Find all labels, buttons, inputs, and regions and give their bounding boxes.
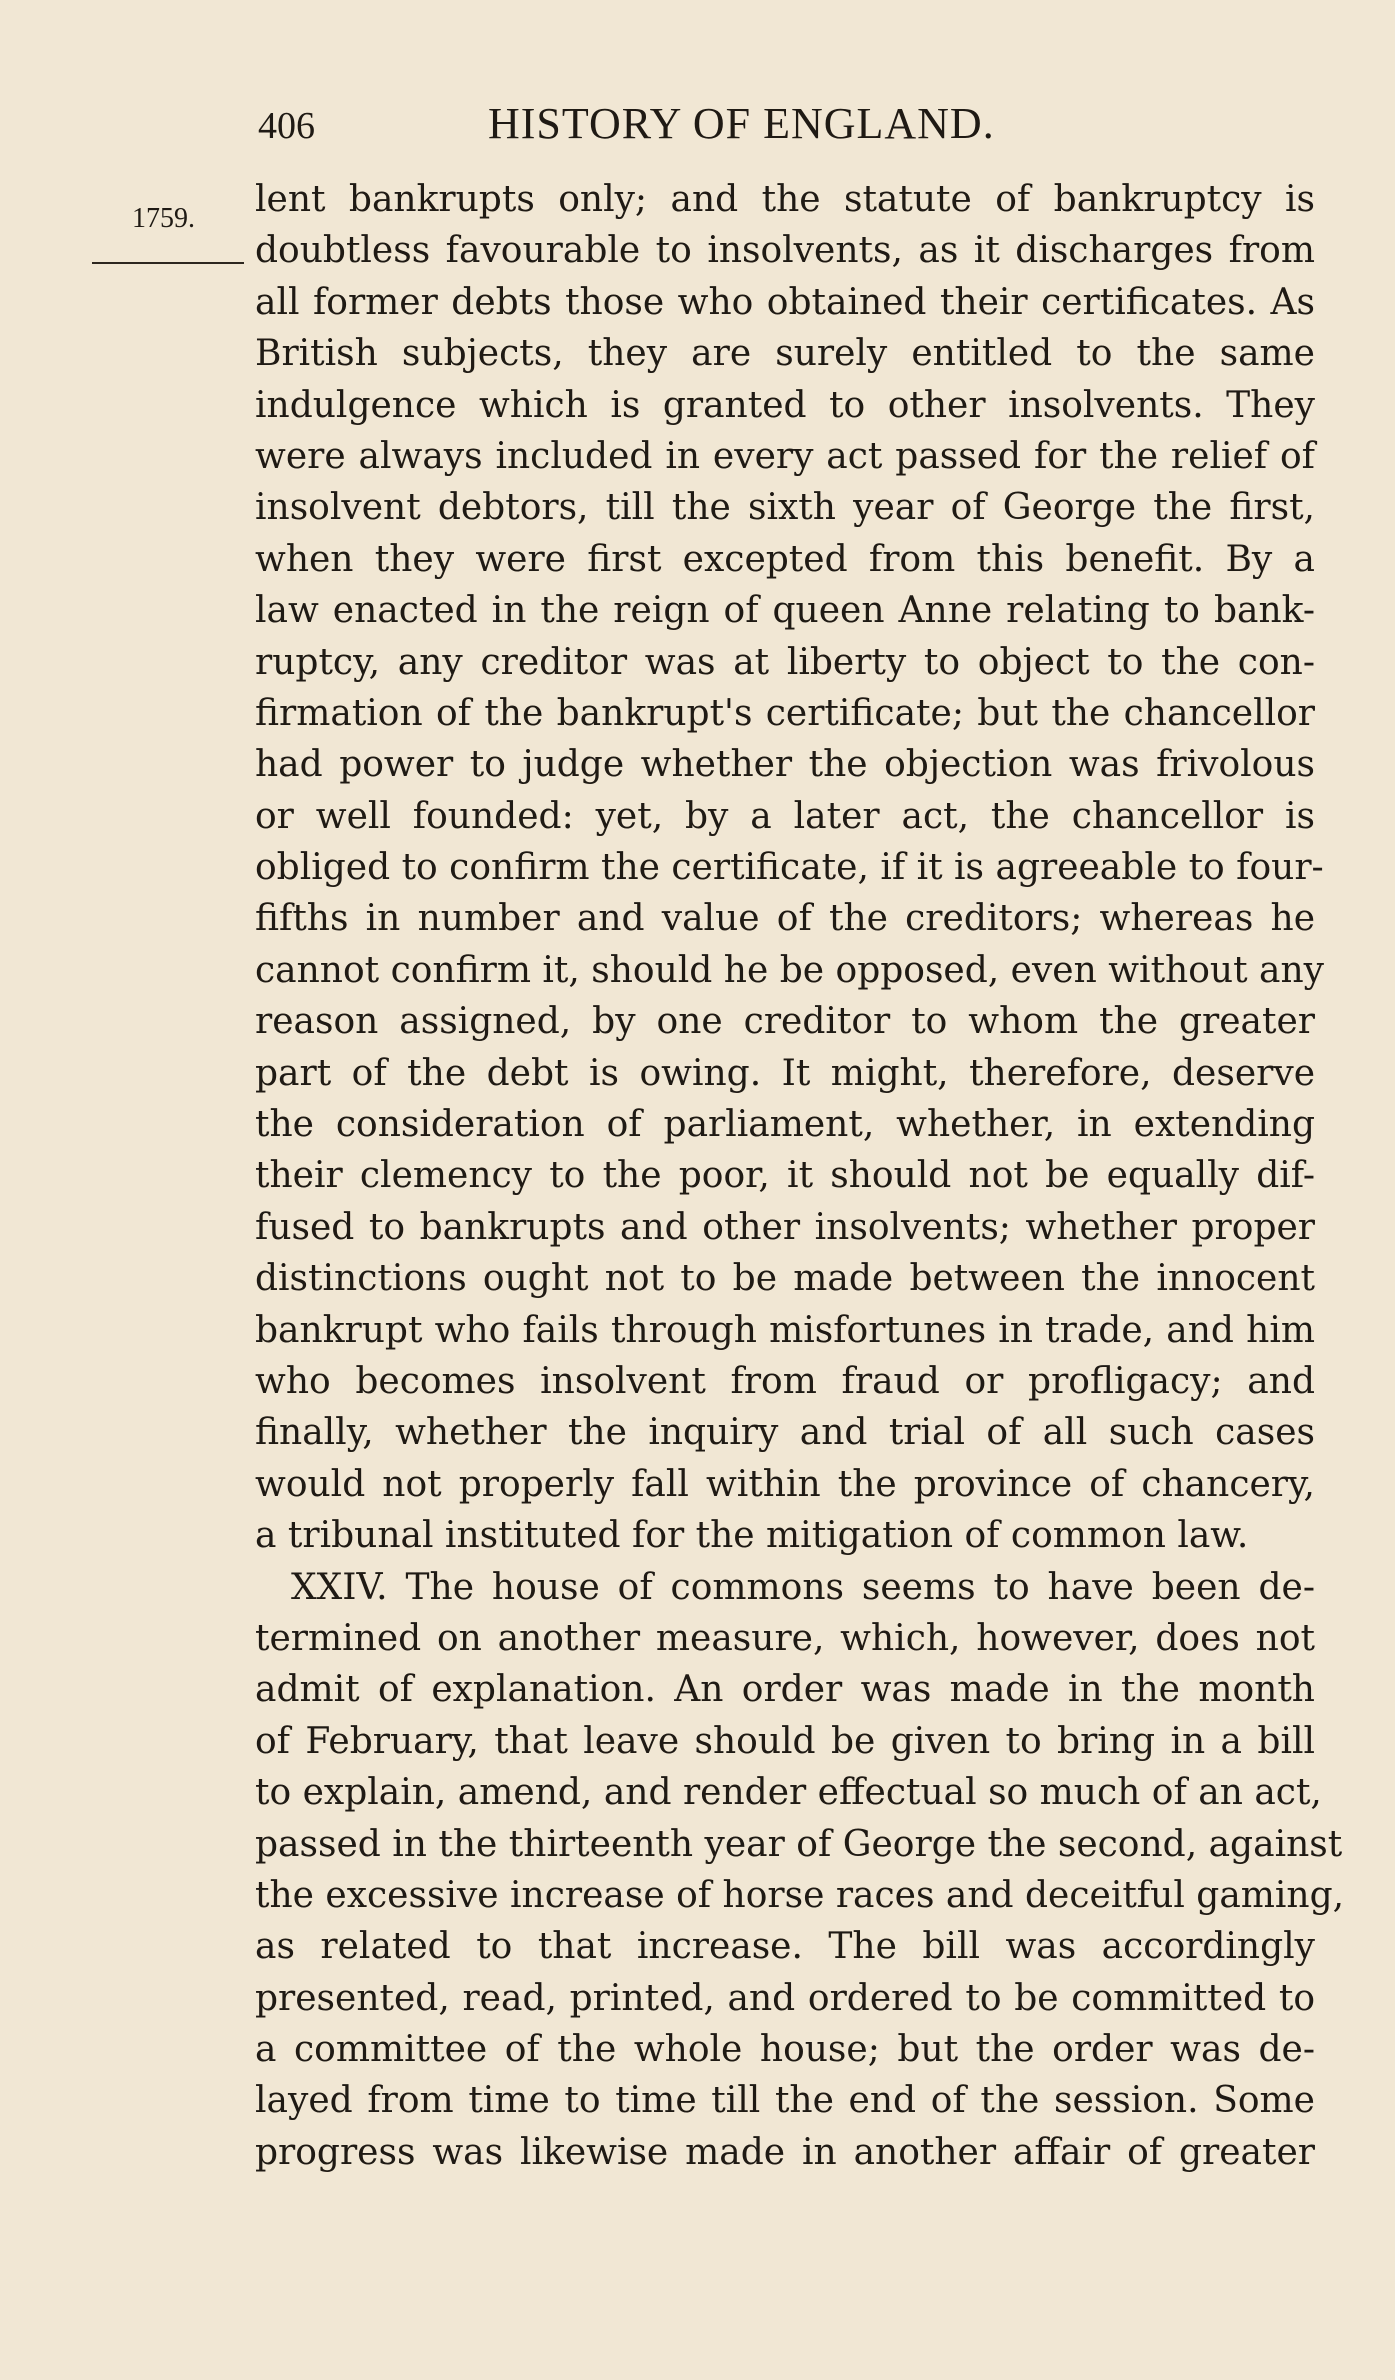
margin-rule <box>92 262 244 264</box>
section-start-line: XXIV. The house of commons seems to have been de- <box>291 1566 1315 1608</box>
text-line: ruptcy, any creditor was at liberty to object to the con- <box>255 641 1315 683</box>
text-line: lent bankrupts only; and the statute of bankruptcy is <box>255 179 1315 220</box>
text-line: fused to bankrupts and other insolvents; whether proper <box>255 1206 1315 1248</box>
text-line: of February, that leave should be given to bring in a bill <box>255 1720 1315 1762</box>
text-line: finally, whether the inquiry and trial of all such cases <box>255 1412 1315 1454</box>
text-line: reason assigned, by one creditor to whom the greater <box>255 1001 1315 1043</box>
text-line: the consideration of parliament, whether, in extending <box>255 1104 1315 1146</box>
page-header <box>258 98 1078 154</box>
text-line: doubtless favourable to insolvents, as it discharges from <box>255 230 1315 272</box>
text-line: distinctions ought not to be made between the innocent <box>255 1258 1315 1300</box>
body-text <box>255 174 1345 2178</box>
text-line: part of the debt is owing. It might, therefore, deserve <box>255 1052 1315 1094</box>
text-line: as related to that increase. The bill was accordingly <box>255 1926 1315 1968</box>
text-line: passed in the thirteenth year of George the second, against <box>255 1823 1343 1865</box>
text-line: admit of explanation. An order was made in the month <box>255 1669 1315 1711</box>
text-line: to explain, amend, and render effectual so much of an act, <box>255 1772 1322 1814</box>
text-line: all former debts those who obtained their certificates. As <box>255 281 1315 323</box>
margin-year-note: 1759. <box>132 203 195 234</box>
text-line: termined on another measure, which, however, does not <box>255 1617 1315 1659</box>
text-line: or well founded: yet, by a later act, the chancellor is <box>255 795 1315 837</box>
text-line: cannot confirm it, should he be opposed, even without any <box>255 949 1324 991</box>
text-line: insolvent debtors, till the sixth year of George the first, <box>255 487 1315 529</box>
text-line: who becomes insolvent from fraud or profligacy; and <box>255 1360 1315 1402</box>
text-line: indulgence which is granted to other insolvents. They <box>255 384 1315 426</box>
running-title: HISTORY OF ENGLAND. <box>488 99 995 148</box>
text-line: had power to judge whether the objection was frivolous <box>255 744 1315 786</box>
text-line: were always included in every act passed for the relief of <box>255 435 1315 477</box>
text-line: when they were first excepted from this benefit. By a <box>255 538 1315 580</box>
text-line: progress was likewise made in another affair of greater <box>255 2131 1315 2173</box>
text-line: their clemency to the poor, it should not be equally dif- <box>255 1155 1315 1197</box>
text-line: presented, read, printed, and ordered to be committed to <box>255 1977 1315 2019</box>
text-line: bankrupt who fails through misfortunes in trade, and him <box>255 1309 1315 1351</box>
text-line: obliged to confirm the certificate, if it is agreeable to four- <box>255 847 1324 889</box>
text-line: layed from time to time till the end of the session. Some <box>255 2080 1315 2122</box>
text-line: a committee of the whole house; but the order was de- <box>255 2029 1315 2071</box>
text-line: the excessive increase of horse races and deceitful gaming, <box>255 1874 1345 1916</box>
text-line: a tribunal instituted for the mitigation of common law. <box>255 1515 1249 1557</box>
text-line: fifths in number and value of the creditors; whereas he <box>255 898 1315 940</box>
page-number: 406 <box>258 105 315 147</box>
text-line: firmation of the bankrupt's certificate; but the chancellor <box>255 692 1315 734</box>
text-line: British subjects, they are surely entitled to the same <box>255 333 1315 375</box>
text-line: law enacted in the reign of queen Anne relating to bank- <box>255 590 1315 632</box>
text-line: would not properly fall within the province of chancery, <box>255 1463 1315 1505</box>
